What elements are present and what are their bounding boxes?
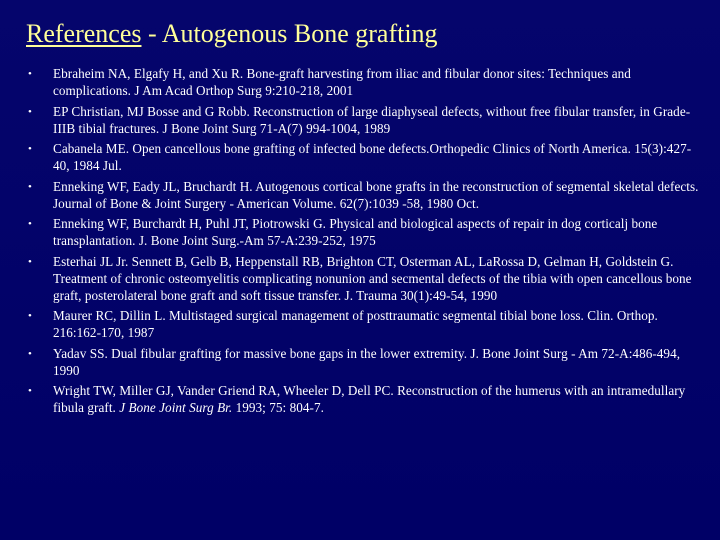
bullet-icon: • (28, 218, 32, 230)
bullet-icon: • (28, 180, 32, 193)
reference-text: Cabanela ME. Open cancellous bone grafting of infected bone defects.Orthopedic Clinics of North America. 15(3):427-40, 1984 Jul. (53, 141, 692, 173)
bullet-icon: • (28, 143, 32, 155)
reference-text: Enneking WF, Burchardt H, Puhl JT, Piotrowski G. Physical and biological aspects of repair in dog corticalj bone transplantation. J. Bone Joint Surg.-Am 57-A:239-252, 1975 (53, 216, 658, 248)
reference-text: Maurer RC, Dillin L. Multistaged surgical management of posttraumatic segmental tibial bone loss. Clin. Orthop. 216:162-170, 1987 (53, 308, 658, 340)
reference-item (26, 215, 702, 249)
bullet-icon: • (28, 385, 32, 397)
reference-item (26, 307, 702, 341)
slide-title (26, 18, 438, 50)
bullet-icon: • (28, 310, 32, 322)
title-topic: - Autogenous Bone grafting (141, 19, 438, 48)
title-references-heading: References (26, 19, 142, 48)
reference-item (26, 345, 702, 379)
reference-item (26, 140, 702, 174)
reference-list (26, 65, 702, 420)
journal-name: J Bone Joint Surg Br. (119, 400, 233, 415)
reference-item (26, 382, 702, 416)
bullet-icon: • (28, 347, 32, 360)
reference-item (26, 103, 702, 137)
citation-details: 1993; 75: 804-7. (232, 400, 324, 415)
reference-item (26, 253, 702, 304)
bullet-icon: • (28, 255, 32, 268)
bullet-icon: • (28, 68, 32, 80)
reference-text: Wright TW, Miller GJ, Vander Griend RA, Wheeler D, Dell PC. Reconstruction of the humerus with an intramedullary fibula graft. (53, 383, 686, 415)
reference-text: Yadav SS. Dual fibular grafting for massive bone gaps in the lower extremity. J. Bone Joint Surg - Am 72-A:486-494, 1990 (53, 345, 681, 378)
reference-text: Enneking WF, Eady JL, Bruchardt H. Autogenous cortical bone grafts in the reconstruction of segmental skeletal defects. Journal of Bone & Joint Surgery - American Volume. 62(7):1039 -58, 1980 Oct. (53, 178, 699, 211)
reference-item (26, 178, 702, 212)
reference-item (26, 65, 702, 99)
reference-text: Esterhai JL Jr. Sennett B, Gelb B, Heppenstall RB, Brighton CT, Osterman AL, LaRossa D, Gelman H, Goldstein G. Treatment of chronic osteomyelitis complicating nonunion and secmental defects of the tibia with open cancellous bone graft, posterolateral bone graft and soft tissue transfer. J. Trauma 30(1):49-54, 1990 (53, 253, 692, 303)
reference-text: Ebraheim NA, Elgafy H, and Xu R. Bone-graft harvesting from iliac and fibular donor sites: Techniques and complications. J Am Acad Orthop Surg 9:210-218, 2001 (53, 66, 631, 98)
reference-text: EP Christian, MJ Bosse and G Robb. Reconstruction of large diaphyseal defects, without free fibular transfer, in Grade-IIIB tibial fractures. J Bone Joint Surg 71-A(7) 994-1004, 1989 (53, 103, 691, 136)
bullet-icon: • (28, 105, 32, 118)
